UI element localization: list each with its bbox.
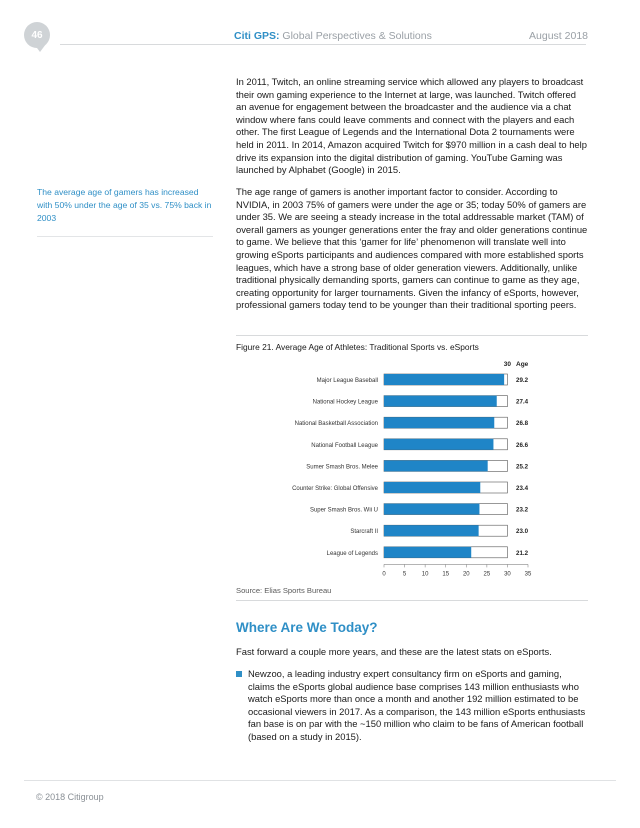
x-tick-label: 25	[483, 571, 491, 578]
x-tick-label: 35	[524, 571, 532, 578]
age-column-header: Age	[516, 361, 529, 368]
category-label: National Basketball Association	[294, 421, 378, 428]
header-brand: Citi GPS:	[234, 30, 280, 42]
header-divider	[60, 44, 586, 45]
footer-divider	[24, 780, 616, 781]
value-label: 25.2	[516, 463, 529, 471]
value-label: 29.2	[516, 377, 529, 384]
x-tick-label: 10	[421, 571, 429, 578]
age-bar	[384, 439, 493, 450]
age-bar	[384, 547, 471, 558]
age-bar	[384, 482, 480, 493]
x-tick-label: 0	[382, 571, 386, 578]
age-bar	[384, 396, 497, 407]
bullet-square-icon	[236, 671, 242, 677]
footer-copyright: © 2018 Citigroup	[36, 792, 104, 802]
value-label: 21.2	[516, 549, 529, 557]
x-tick-label: 30	[504, 571, 511, 578]
header-date: August 2018	[529, 30, 588, 42]
x-tick-label: 20	[462, 571, 470, 578]
category-label: Major League Baseball	[316, 378, 378, 384]
age-bar	[384, 374, 504, 385]
section-heading: Where Are We Today?	[236, 620, 378, 635]
body-paragraph-1: In 2011, Twitch, an online streaming service which allowed any players to broadcast their own gaming experience to the Internet at large, was launched. Twitch offered an avenue for engagement between the broadcaster and the audience via a chat window where fans could leave comments and connect with the players and each other. The first League of Legends and the International Dota 2 tournaments were held in 2011. In 2014, Amazon acquired Twitch for $970 million in a cash deal to help drive its expansion into the digital distribution of gaming. YouTube Gaming was launched by Alphabet (Google) in 2015.	[236, 76, 587, 176]
running-header	[234, 30, 432, 42]
page-number: 46	[31, 29, 43, 41]
age-bar	[384, 525, 479, 536]
figure-title: Figure 21. Average Age of Athletes: Traditional Sports vs. eSports	[236, 342, 479, 352]
bullet-item	[236, 668, 588, 744]
value-label: 23.4	[516, 485, 529, 492]
value-label: 27.4	[516, 398, 529, 406]
reference-header-label: 30	[503, 361, 512, 368]
figure-source: Source: Elias Sports Bureau	[236, 586, 332, 595]
value-label: 26.8	[516, 420, 529, 428]
section-intro: Fast forward a couple more years, and these are the latest stats on eSports.	[236, 646, 552, 657]
category-label: Sumer Smash Bros. Melee	[306, 464, 378, 471]
x-tick-label: 15	[442, 571, 450, 578]
age-bar	[384, 504, 479, 515]
category-label: Counter Strike: Global Offensive	[292, 486, 378, 492]
category-label: National Football League	[311, 442, 378, 449]
category-label: League of Legends	[326, 550, 378, 557]
category-label: Super Smash Bros. Wii U	[309, 507, 378, 514]
value-label: 23.2	[516, 506, 529, 514]
sidenote: The average age of gamers has increased with 50% under the age of 35 vs. 75% back in 2003	[37, 187, 212, 223]
category-label: Starcraft II	[350, 529, 378, 536]
x-tick-label: 5	[402, 571, 407, 578]
value-label: 23.0	[516, 528, 529, 536]
header-subtitle: Global Perspectives & Solutions	[279, 30, 432, 42]
bullet-text: Newzoo, a leading industry expert consultancy firm on eSports and gaming, claims the eSports global audience base comprises 143 million enthusiasts who watch eSports more than once a month and another 192 million estimated to be occasional viewers in 2017. As a comparison, the 143 million eSports enthusiasts fan base is on par with the ~150 million who claim to be fans of American football (based on a study in 2015).	[248, 668, 586, 742]
page-badge-pointer	[34, 44, 46, 52]
body-paragraph-2: The age range of gamers is another important factor to consider. According to NVIDIA, in 2003 75% of gamers were under the age or 35; today 50% of gamers are under 35. We are seeing a steady increase in the total addressable market (TAM) of overall gamers as younger generations enter the fray and older generations continue to game. We believe that this ‘gamer for life’ phenomenon will translate well into growing eSports participants and audiences compared with more established sports leagues, which have a strong base of older generation viewers. Additionally, unlike traditional physically demanding sports, gamers can continue to game as they age, creating opportunity for larger tournaments. Given the infancy of eSports, however, professional gamers today tend to be younger than their traditional sporting peers.	[236, 186, 588, 311]
age-bar	[384, 460, 488, 471]
category-label: National Hockey League	[312, 399, 378, 406]
sidenote-divider	[37, 236, 213, 237]
age-bar-chart	[236, 352, 588, 578]
age-bar	[384, 417, 494, 428]
value-label: 26.6	[516, 441, 529, 449]
figure-bottom-divider	[236, 600, 588, 601]
figure-top-divider	[236, 335, 588, 336]
